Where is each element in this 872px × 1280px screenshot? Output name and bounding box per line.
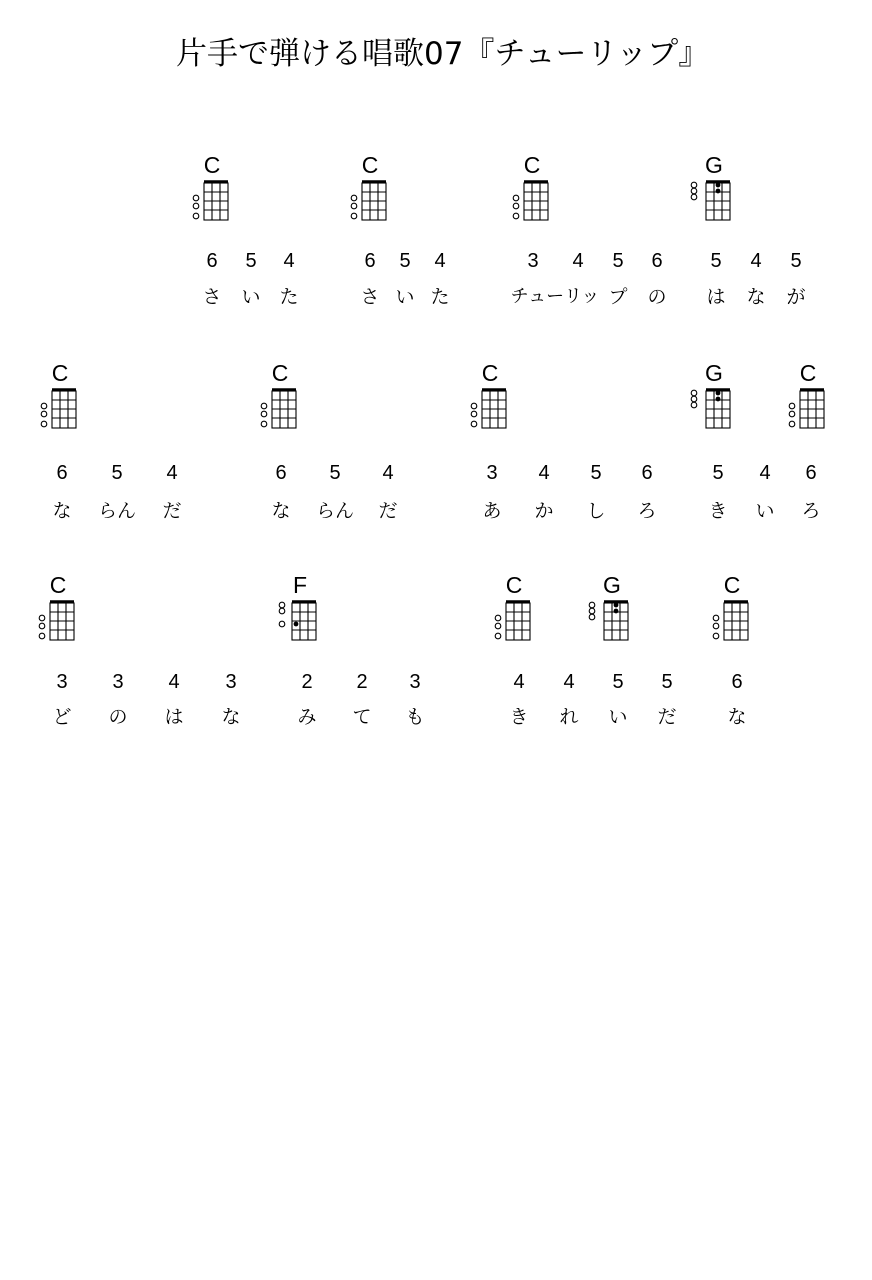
lyric-syllable: の xyxy=(647,286,667,308)
lyric-syllable: ろ xyxy=(637,500,657,522)
lyric-syllable: だ xyxy=(378,500,398,522)
chord-name: C xyxy=(203,152,221,178)
chord-diagram-c xyxy=(30,360,90,440)
fretboard-g-icon xyxy=(684,388,744,434)
chord-diagram-g xyxy=(582,572,642,652)
lyric-syllable: し xyxy=(586,500,606,522)
lyric-syllable: な xyxy=(727,706,747,728)
chord-name: C xyxy=(523,152,541,178)
melody-number: 6 xyxy=(805,462,817,484)
lyric-syllable: も xyxy=(405,706,425,728)
chord-name: C xyxy=(51,360,69,386)
lyric-syllable: が xyxy=(786,286,806,308)
melody-number: 5 xyxy=(661,671,673,693)
melody-number: 4 xyxy=(572,250,584,272)
melody-number: 5 xyxy=(712,462,724,484)
lyric-syllable: な xyxy=(52,500,72,522)
chord-diagram-c xyxy=(182,152,242,232)
fretboard-c-icon xyxy=(250,388,310,434)
fretboard-c-icon xyxy=(30,388,90,434)
lyric-syllable: プ xyxy=(608,286,628,308)
melody-number: 5 xyxy=(612,250,624,272)
fretboard-c-icon xyxy=(502,180,562,226)
fretboard-c-icon xyxy=(28,600,88,646)
lyric-syllable: あ xyxy=(482,500,502,522)
lyric-syllable: れ xyxy=(559,706,579,728)
chord-name: C xyxy=(505,572,523,598)
fretboard-c-icon xyxy=(340,180,400,226)
melody-number: 4 xyxy=(434,250,446,272)
lyric-syllable: い xyxy=(395,286,415,308)
chord-diagram-c xyxy=(778,360,838,440)
melody-number: 3 xyxy=(112,671,124,693)
lyric-syllable: い xyxy=(755,500,775,522)
melody-number: 4 xyxy=(283,250,295,272)
lyric-syllable: み xyxy=(297,706,317,728)
melody-number: 2 xyxy=(356,671,368,693)
lyric-syllable: い xyxy=(608,706,628,728)
melody-number: 2 xyxy=(301,671,313,693)
chord-name: G xyxy=(705,152,723,178)
lyric-syllable: だ xyxy=(162,500,182,522)
chord-diagram-c xyxy=(340,152,400,232)
lyric-syllable: き xyxy=(509,706,529,728)
lyric-syllable: だ xyxy=(657,706,677,728)
melody-number: 4 xyxy=(168,671,180,693)
fretboard-g-icon xyxy=(582,600,642,646)
melody-number: 6 xyxy=(641,462,653,484)
melody-number: 5 xyxy=(710,250,722,272)
chord-name: C xyxy=(361,152,379,178)
melody-number: 5 xyxy=(111,462,123,484)
chord-diagram-g xyxy=(684,152,744,232)
chord-name: C xyxy=(271,360,289,386)
chord-name: C xyxy=(799,360,817,386)
melody-number: 6 xyxy=(56,462,68,484)
fretboard-c-icon xyxy=(702,600,762,646)
melody-number: 5 xyxy=(329,462,341,484)
lyric-syllable: らん xyxy=(315,500,355,522)
fretboard-f-icon xyxy=(270,600,330,646)
lyric-syllable: な xyxy=(271,500,291,522)
chord-name: F xyxy=(292,572,308,598)
melody-number: 3 xyxy=(225,671,237,693)
fretboard-c-icon xyxy=(182,180,242,226)
melody-number: 5 xyxy=(590,462,602,484)
lyric-syllable: て xyxy=(352,706,372,728)
lyric-syllable: か xyxy=(534,500,554,522)
lyric-syllable: チューリッ xyxy=(510,286,600,307)
chord-diagram-c xyxy=(502,152,562,232)
melody-number: 4 xyxy=(538,462,550,484)
melody-number: 6 xyxy=(731,671,743,693)
chord-diagram-c xyxy=(28,572,88,652)
melody-number: 4 xyxy=(759,462,771,484)
melody-number: 6 xyxy=(206,250,218,272)
melody-number: 4 xyxy=(513,671,525,693)
lyric-syllable: た xyxy=(430,286,450,308)
fretboard-c-icon xyxy=(778,388,838,434)
chord-diagram-c xyxy=(250,360,310,440)
melody-number: 4 xyxy=(750,250,762,272)
melody-number: 6 xyxy=(364,250,376,272)
chord-name: G xyxy=(705,360,723,386)
chord-diagram-f xyxy=(270,572,330,652)
melody-number: 5 xyxy=(245,250,257,272)
melody-number: 5 xyxy=(790,250,802,272)
lyric-syllable: らん xyxy=(97,500,137,522)
melody-number: 6 xyxy=(651,250,663,272)
page-title: 片手で弾ける唱歌07『チューリップ』 xyxy=(176,36,710,72)
chord-name: G xyxy=(603,572,621,598)
fretboard-g-icon xyxy=(684,180,744,226)
melody-number: 4 xyxy=(166,462,178,484)
chord-diagram-g xyxy=(684,360,744,440)
lyric-syllable: ろ xyxy=(801,500,821,522)
chord-diagram-c xyxy=(460,360,520,440)
lyric-syllable: は xyxy=(164,706,184,728)
lyric-syllable: さ xyxy=(360,286,380,308)
lyric-syllable: た xyxy=(279,286,299,308)
lyric-syllable: な xyxy=(221,706,241,728)
melody-number: 5 xyxy=(399,250,411,272)
chord-name: C xyxy=(49,572,67,598)
melody-number: 5 xyxy=(612,671,624,693)
lyric-syllable: は xyxy=(706,286,726,308)
lyric-syllable: の xyxy=(108,706,128,728)
melody-number: 3 xyxy=(527,250,539,272)
chord-name: C xyxy=(481,360,499,386)
melody-number: 3 xyxy=(56,671,68,693)
lyric-syllable: な xyxy=(746,286,766,308)
melody-number: 4 xyxy=(382,462,394,484)
lyric-syllable: さ xyxy=(202,286,222,308)
fretboard-c-icon xyxy=(460,388,520,434)
fretboard-c-icon xyxy=(484,600,544,646)
lyric-syllable: ど xyxy=(52,706,72,728)
melody-number: 4 xyxy=(563,671,575,693)
melody-number: 3 xyxy=(486,462,498,484)
lyric-syllable: い xyxy=(241,286,261,308)
chord-name: C xyxy=(723,572,741,598)
lyric-syllable: き xyxy=(708,500,728,522)
melody-number: 3 xyxy=(409,671,421,693)
melody-number: 6 xyxy=(275,462,287,484)
chord-diagram-c xyxy=(484,572,544,652)
chord-diagram-c xyxy=(702,572,762,652)
